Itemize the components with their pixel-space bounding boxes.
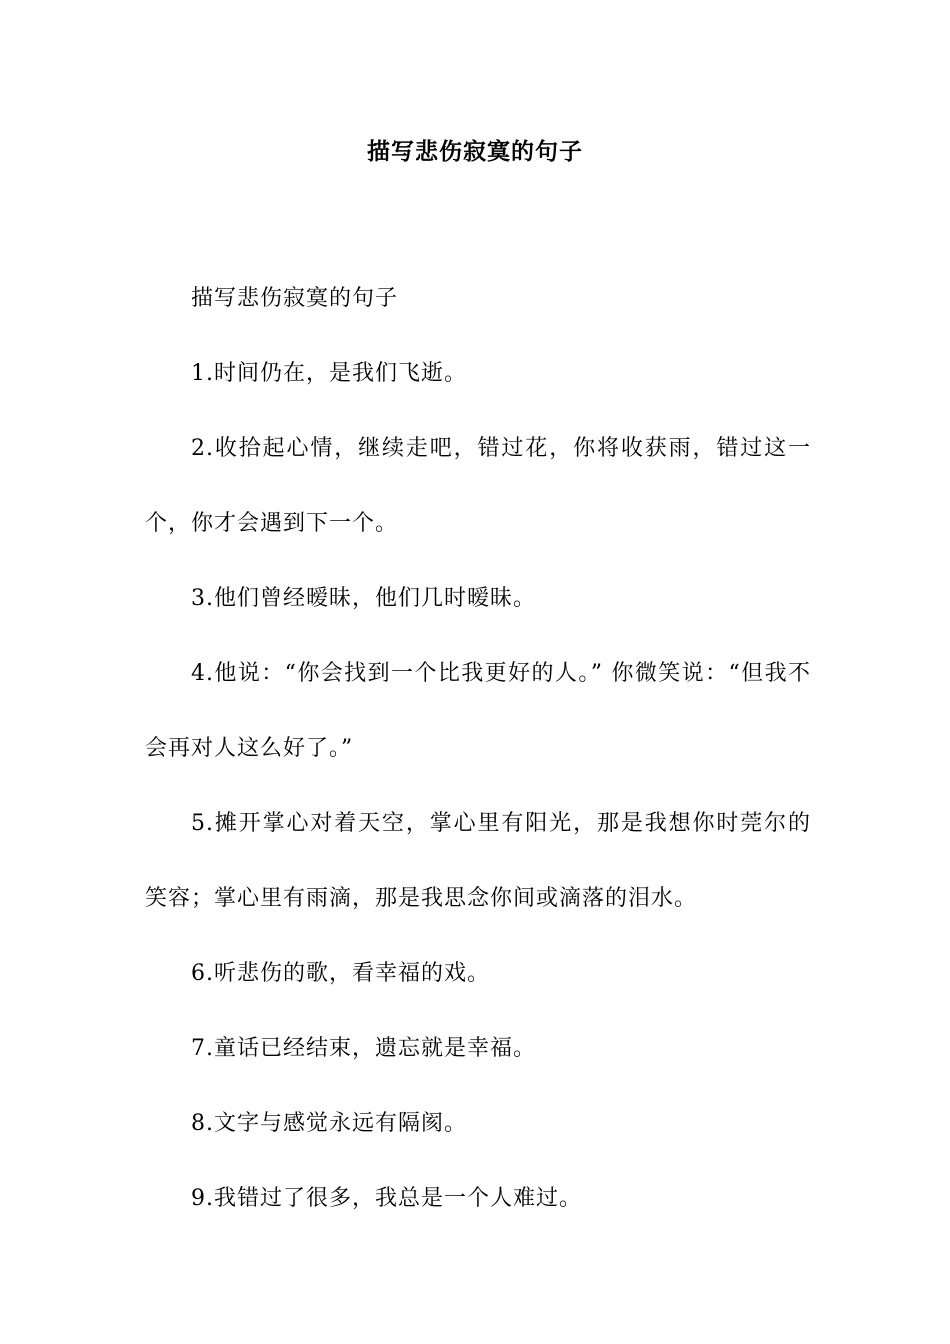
sentence-item-4: 4.他说：“你会找到一个比我更好的人。” 你微笑说：“但我不会再对人这么好了。” (145, 661, 811, 761)
document-body (145, 261, 811, 1236)
sentence-item-5: 5.摊开掌心对着天空，掌心里有阳光，那是我想你时莞尔的笑容；掌心里有雨滴，那是我思念你间或滴落的泪水。 (145, 811, 811, 911)
sentence-item-6: 6.听悲伤的歌，看幸福的戏。 (191, 961, 490, 986)
sentence-item-2: 2.收拾起心情，继续走吧，错过花，你将收获雨，错过这一个，你才会遇到下一个。 (145, 436, 811, 536)
section-heading: 描写悲伤寂寞的句子 (191, 286, 399, 311)
sentence-item-8: 8.文字与感觉永远有隔阂。 (191, 1111, 467, 1136)
sentence-item-1: 1.时间仍在，是我们飞逝。 (191, 361, 467, 386)
sentence-item-9: 9.我错过了很多，我总是一个人难过。 (191, 1186, 582, 1211)
sentence-item-7: 7.童话已经结束，遗忘就是幸福。 (191, 1036, 536, 1061)
document-title: 描写悲伤寂寞的句子 (367, 138, 583, 165)
sentence-item-3: 3.他们曾经暧昧，他们几时暧昧。 (191, 586, 536, 611)
